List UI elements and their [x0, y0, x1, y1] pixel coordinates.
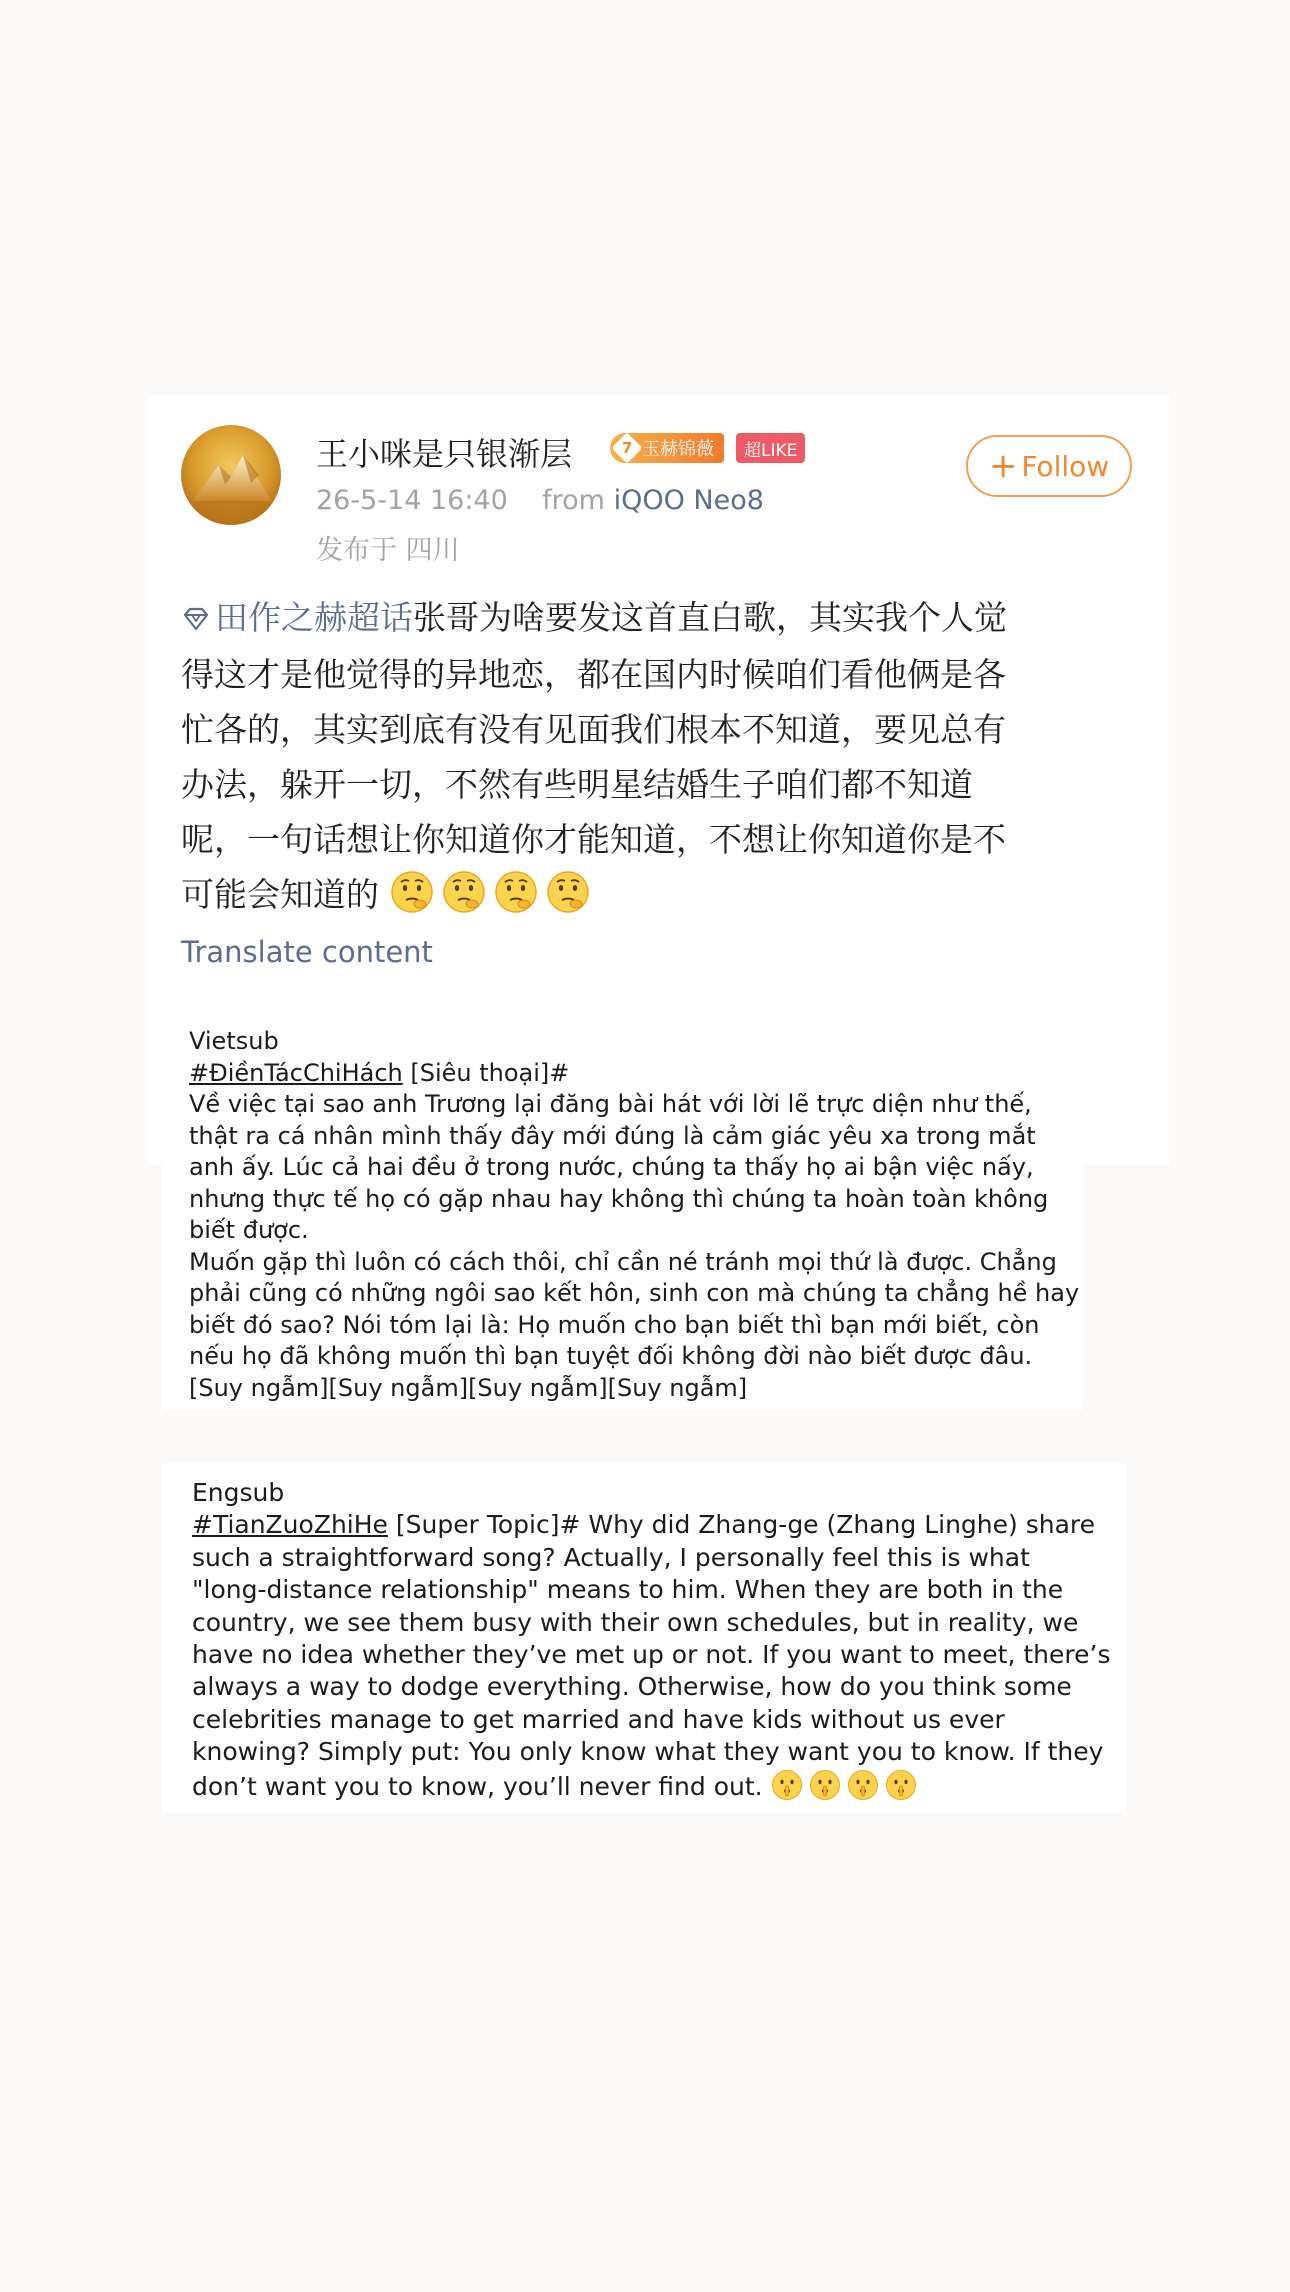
thinking-emoji-icon — [494, 870, 538, 914]
from-label: from — [542, 485, 605, 516]
engsub-block — [163, 1463, 1125, 1813]
follow-label: Follow — [1021, 449, 1110, 483]
post-body — [181, 590, 1141, 922]
shushing-emoji-icon — [885, 1769, 917, 1801]
super-like-badge[interactable]: 超LIKE — [736, 433, 805, 463]
engsub-line: always a way to dodge everything. Otherwise, how do you think some — [192, 1672, 1072, 1702]
shushing-emoji-icon — [809, 1769, 841, 1801]
plus-icon: + — [988, 446, 1018, 486]
thinking-emoji-icon — [546, 870, 590, 914]
vietsub-line: Về việc tại sao anh Trương lại đăng bài hát với lời lẽ trực diện như thế, — [189, 1090, 1032, 1118]
fan-level-label: 玉赫锦薇 — [642, 439, 714, 460]
vietsub-hashtag-line — [189, 1058, 1069, 1090]
body-line-2: 得这才是他觉得的异地恋，都在国内时候咱们看他俩是各 — [181, 655, 1006, 694]
engsub-line: such a straightforward song? Actually, I personally feel this is what — [192, 1542, 1030, 1572]
post-location: 发布于 四川 — [316, 535, 460, 566]
shushing-emoji-icon — [771, 1769, 803, 1801]
engsub-line: celebrities manage to get married and have kids without us ever — [192, 1704, 1005, 1734]
body-line-3: 忙各的，其实到底有没有见面我们根本不知道，要见总有 — [181, 710, 1006, 749]
super-topic-label: 田作之赫超话 — [215, 598, 413, 637]
body-line-6: 可能会知道的 — [181, 875, 379, 914]
vietsub-heading: Vietsub — [189, 1027, 279, 1055]
vietsub-line: nếu họ đã không muốn thì bạn tuyệt đối không đời nào biết được đâu. — [189, 1342, 1033, 1370]
diamond-icon — [181, 592, 211, 647]
vietsub-line: Muốn gặp thì luôn có cách thôi, chỉ cần né tránh mọi thứ là được. Chẳng — [189, 1247, 1057, 1276]
post-date: 26-5-14 16:40 — [316, 485, 508, 516]
engsub-line: knowing? Simply put: You only know what they want you to know. If they — [192, 1737, 1104, 1767]
vietsub-line: anh ấy. Lúc cả hai đều ở trong nước, chúng ta thấy họ ai bận việc nấy, — [189, 1153, 1034, 1181]
engsub-line: country, we see them busy with their own schedules, but in reality, we — [192, 1607, 1079, 1637]
vietsub-line: thật ra cá nhân mình thấy đây mới đúng là cảm giác yêu xa trong mắt — [189, 1121, 1036, 1150]
vietsub-block — [163, 1010, 1083, 1410]
engsub-heading: Engsub — [192, 1478, 285, 1507]
engsub-line-last — [192, 1769, 1122, 1803]
vietsub-hashtag-suffix: [Siêu thoại]# — [402, 1058, 570, 1087]
fan-level-badge[interactable] — [610, 433, 724, 463]
engsub-hashtag[interactable]: #TianZuoZhiHe — [192, 1510, 388, 1540]
engsub-line: "long-distance relationship" means to him. When they are both in the — [192, 1575, 1064, 1605]
post-meta — [316, 485, 764, 516]
vietsub-line: biết đó sao? Nói tóm lại là: Họ muốn cho bạn biết thì bạn mới biết, còn — [189, 1310, 1040, 1339]
vietsub-line: phải cũng có những ngôi sao kết hôn, sinh con mà chúng ta chẳng hề hay — [189, 1279, 1080, 1307]
engsub-hashtag-suffix: [Super Topic]# Why did Zhang-ge (Zhang Linghe) share — [387, 1510, 1096, 1540]
super-topic-link[interactable] — [181, 598, 413, 637]
avatar[interactable] — [181, 425, 281, 525]
thinking-emoji-icon — [390, 870, 434, 914]
engsub-line: don’t want you to know, you’ll never find out. — [192, 1771, 763, 1801]
follow-button[interactable] — [966, 435, 1132, 497]
engsub-hashtag-line — [192, 1509, 1122, 1541]
vietsub-line: biết được. — [189, 1216, 309, 1244]
body-line-4: 办法，躲开一切，不然有些明星结婚生子咱们都不知道 — [181, 765, 973, 804]
device-link[interactable]: iQOO Neo8 — [613, 485, 764, 516]
level-diamond-icon: 7 — [611, 432, 642, 463]
username[interactable]: 王小咪是只银渐层 — [316, 435, 573, 473]
body-line-1: 张哥为啥要发这首直白歌，其实我个人觉 — [413, 598, 1007, 637]
vietsub-line: nhưng thực tế họ có gặp nhau hay không thì chúng ta hoàn toàn không — [189, 1184, 1049, 1213]
vietsub-hashtag[interactable]: #ĐiềnTácChiHách — [189, 1058, 403, 1087]
vietsub-line: [Suy ngẫm][Suy ngẫm][Suy ngẫm][Suy ngẫm] — [189, 1373, 748, 1402]
translate-content-link[interactable]: Translate content — [181, 935, 433, 969]
shushing-emoji-icon — [847, 1769, 879, 1801]
body-line-5: 呢，一句话想让你知道你才能知道，不想让你知道你是不 — [181, 820, 1006, 859]
engsub-line: have no idea whether they’ve met up or not. If you want to meet, there’s — [192, 1640, 1111, 1670]
thinking-emoji-icon — [442, 870, 486, 914]
